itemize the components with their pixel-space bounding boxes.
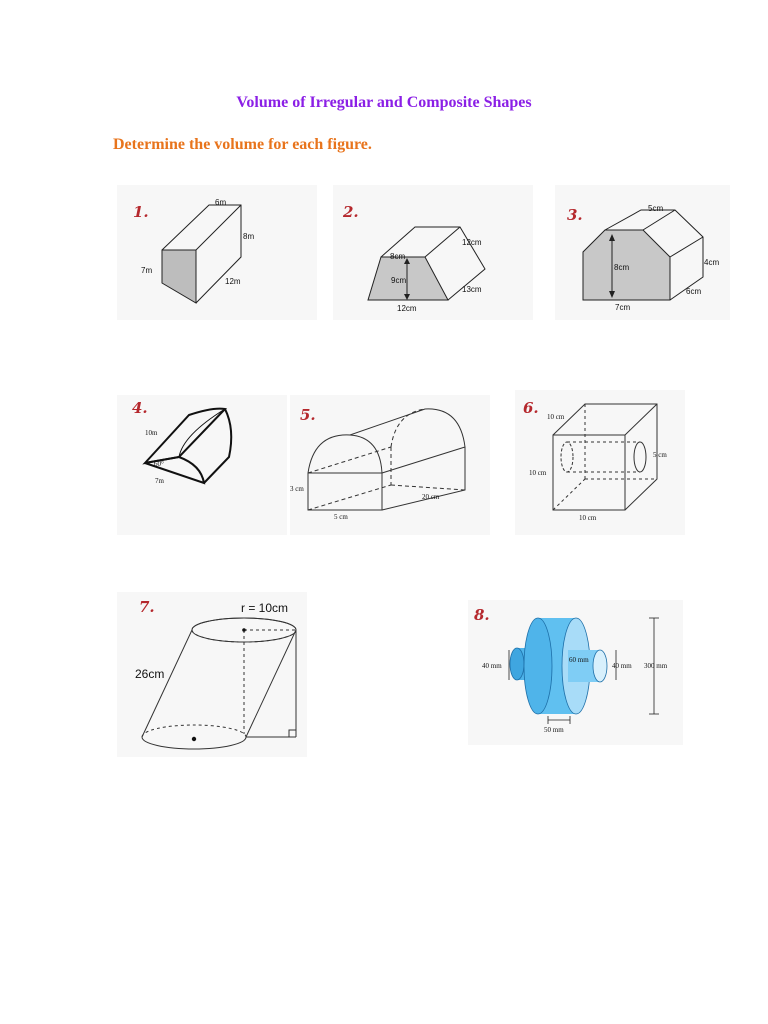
figure-3-number: 3. xyxy=(567,206,583,224)
figure-4-label-angle: 60° xyxy=(154,460,164,468)
figure-8-label-width: 50 mm xyxy=(544,726,564,734)
figure-5 xyxy=(290,395,490,535)
figure-3-label-side: 4cm xyxy=(704,258,720,267)
figure-8-label-left: 40 mm xyxy=(482,662,502,670)
figure-3-label-top: 5cm xyxy=(648,204,664,213)
figure-2-number: 2. xyxy=(343,203,359,221)
figure-2-label-slant: 13cm xyxy=(462,285,482,294)
figure-3-label-height: 8cm xyxy=(614,263,630,272)
figure-8-label-inner: 60 mm xyxy=(569,656,589,664)
figure-7-number: 7. xyxy=(139,598,155,616)
figure-7-label-slant: 26cm xyxy=(135,667,165,681)
figure-6-label-depth: 10 cm xyxy=(547,413,565,421)
figure-1-label-left: 7m xyxy=(141,266,153,275)
figure-2-label-length: 12cm xyxy=(462,238,482,247)
figure-6-label-width: 10 cm xyxy=(579,514,597,522)
figure-8 xyxy=(468,600,683,745)
figure-4-label-length: 10m xyxy=(145,429,158,437)
figure-6-label-height: 10 cm xyxy=(529,469,547,477)
figure-1-label-height: 8m xyxy=(243,232,255,241)
figure-3-label-base: 7cm xyxy=(615,303,631,312)
figure-8-number: 8. xyxy=(474,606,490,624)
figure-2-label-height: 9cm xyxy=(391,276,407,285)
figure-1-label-length: 12m xyxy=(225,277,241,286)
figure-2 xyxy=(333,185,533,320)
figure-8-label-diameter: 300 mm xyxy=(644,662,668,670)
figure-4-number: 4. xyxy=(132,399,148,417)
instruction-text: Determine the volume for each figure. xyxy=(113,136,372,153)
figure-5-label-width: 5 cm xyxy=(334,513,348,521)
figure-3-label-length: 6cm xyxy=(686,287,702,296)
figure-4-label-radius: 7m xyxy=(155,477,164,485)
figure-6 xyxy=(515,390,685,535)
figure-5-label-height: 3 cm xyxy=(290,485,304,493)
figure-2-label-top: 8cm xyxy=(390,252,406,261)
page-title: Volume of Irregular and Composite Shapes xyxy=(236,94,532,111)
figure-1-number: 1. xyxy=(133,203,149,221)
figure-4 xyxy=(117,395,287,535)
figure-6-number: 6. xyxy=(523,399,539,417)
figure-3 xyxy=(555,185,730,320)
figure-1-label-top: 6m xyxy=(215,198,227,207)
figure-5-number: 5. xyxy=(300,406,316,424)
figure-5-label-length: 20 cm xyxy=(422,493,440,501)
figure-6-label-diameter: 5 cm xyxy=(653,451,667,459)
figure-1 xyxy=(117,185,317,320)
figure-7 xyxy=(117,592,307,757)
figure-2-label-base: 12cm xyxy=(397,304,417,313)
figure-7-label-radius: r = 10cm xyxy=(241,601,289,615)
figure-8-label-right: 40 mm xyxy=(612,662,632,670)
